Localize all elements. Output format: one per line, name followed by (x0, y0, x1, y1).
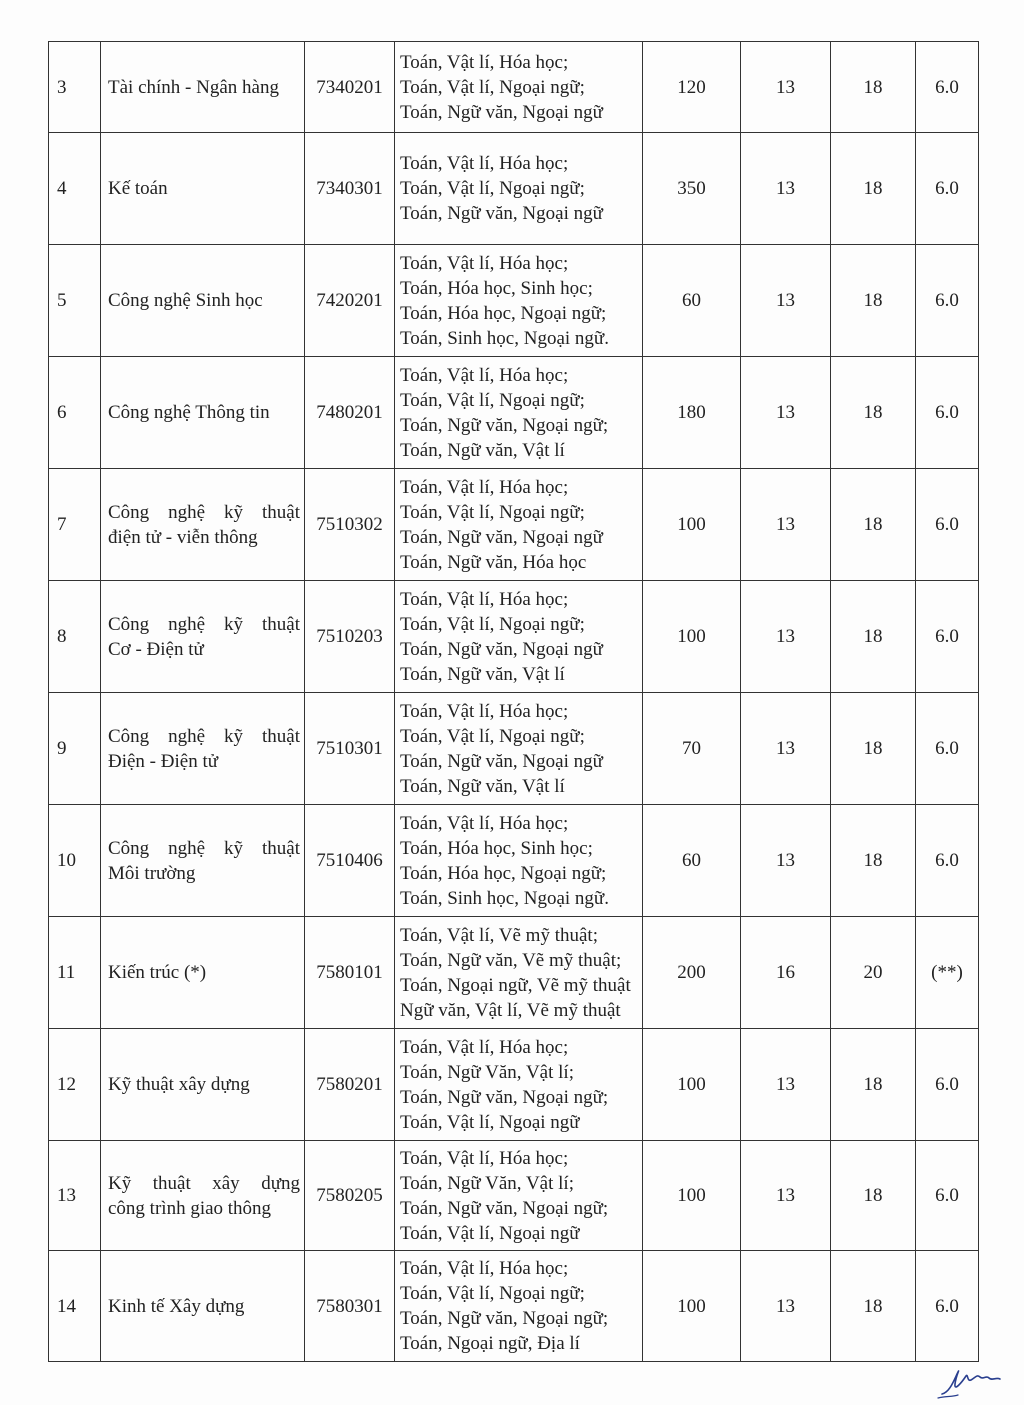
quota-cell: 350 (643, 133, 741, 245)
subject-combination: Toán, Ngữ văn, Ngoại ngữ (400, 203, 603, 224)
score-a-cell: 13 (741, 357, 831, 469)
quota-cell: 200 (643, 917, 741, 1029)
subject-combination: Toán, Ngoại ngữ, Địa lí (400, 1333, 580, 1354)
subject-combination: Toán, Vật lí, Hóa học; (400, 1147, 569, 1169)
subject-combinations-cell (395, 917, 643, 1029)
program-name-line: Công nghệ kỹ thuật (108, 725, 300, 747)
table-row (49, 581, 979, 693)
subject-combination: Toán, Vật lí, Ngoại ngữ (400, 1111, 580, 1133)
quota-cell: 70 (643, 693, 741, 805)
score-a-cell: 13 (741, 245, 831, 357)
program-name-line: Điện - Điện tử (108, 750, 219, 772)
score-c-cell: 6.0 (916, 1029, 979, 1141)
row-number-cell: 10 (49, 805, 101, 917)
row-number-cell: 13 (49, 1141, 101, 1251)
score-a-cell: 13 (741, 1029, 831, 1141)
program-name-line: Kỹ thuật xây dựng (108, 1074, 250, 1095)
subject-combinations-cell (395, 357, 643, 469)
subject-combination: Toán, Ngoại ngữ, Vẽ mỹ thuật (400, 974, 631, 996)
row-number-cell: 11 (49, 917, 101, 1029)
subject-combination: Toán, Vật lí, Hóa học; (400, 153, 569, 174)
subject-combination: Toán, Ngữ Văn, Vật lí; (400, 1172, 574, 1194)
subject-combination: Ngữ văn, Vật lí, Vẽ mỹ thuật (400, 999, 621, 1021)
subject-combination: Toán, Ngữ văn, Vật lí (400, 663, 565, 685)
subject-combination: Toán, Ngữ văn, Ngoại ngữ (400, 101, 603, 123)
quota-cell: 100 (643, 581, 741, 693)
quota-cell: 60 (643, 805, 741, 917)
program-name-line: Công nghệ Sinh học (108, 290, 263, 311)
program-name-line: Kiến trúc (*) (108, 962, 207, 983)
table-row (49, 917, 979, 1029)
row-number-cell: 12 (49, 1029, 101, 1141)
subject-combination: Toán, Ngữ văn, Ngoại ngữ; (400, 1086, 609, 1108)
score-c-cell: 6.0 (916, 245, 979, 357)
program-name-cell (101, 805, 305, 917)
subject-combinations-cell (395, 1029, 643, 1141)
score-c-cell: 6.0 (916, 1251, 979, 1362)
program-name-cell (101, 693, 305, 805)
program-name-line: Kinh tế Xây dựng (108, 1295, 245, 1317)
subject-combination: Toán, Ngữ văn, Ngoại ngữ (400, 638, 603, 660)
score-c-cell: 6.0 (916, 357, 979, 469)
program-code-cell: 7580101 (305, 917, 395, 1029)
subject-combination: Toán, Ngữ văn, Ngoại ngữ; (400, 414, 609, 436)
subject-combination: Toán, Vật lí, Ngoại ngữ; (400, 501, 585, 523)
subject-combinations-cell (395, 245, 643, 357)
program-name-line: công trình giao thông (108, 1197, 272, 1219)
subject-combination: Toán, Vật lí, Vẽ mỹ thuật; (400, 924, 598, 946)
program-name-cell (101, 245, 305, 357)
signature-mark (936, 1362, 1006, 1402)
table-row (49, 1251, 979, 1362)
row-number-cell: 7 (49, 469, 101, 581)
score-b-cell: 18 (831, 693, 916, 805)
table-row (49, 469, 979, 581)
program-name-cell (101, 1029, 305, 1141)
table-row (49, 357, 979, 469)
subject-combination: Toán, Vật lí, Hóa học; (400, 812, 569, 834)
score-c-cell: (**) (916, 917, 979, 1029)
score-b-cell: 18 (831, 42, 916, 133)
program-name-line: Công nghệ kỹ thuật (108, 837, 300, 859)
subject-combinations-cell (395, 469, 643, 581)
table-row (49, 42, 979, 133)
quota-cell: 120 (643, 42, 741, 133)
subject-combination: Toán, Ngữ văn, Ngoại ngữ (400, 526, 603, 548)
score-a-cell: 13 (741, 1141, 831, 1251)
subject-combinations-cell (395, 1251, 643, 1362)
quota-cell: 100 (643, 469, 741, 581)
subject-combination: Toán, Hóa học, Ngoại ngữ; (400, 302, 607, 324)
program-name-cell (101, 357, 305, 469)
subject-combination: Toán, Ngữ văn, Ngoại ngữ (400, 750, 603, 772)
program-name-line: Công nghệ kỹ thuật (108, 613, 300, 635)
row-number-cell: 9 (49, 693, 101, 805)
subject-combinations-cell (395, 805, 643, 917)
subject-combination: Toán, Ngữ Văn, Vật lí; (400, 1061, 574, 1083)
subject-combination: Toán, Sinh học, Ngoại ngữ. (400, 327, 609, 349)
subject-combination: Toán, Ngữ văn, Vật lí (400, 439, 565, 461)
table-row (49, 805, 979, 917)
program-code-cell: 7340301 (305, 133, 395, 245)
score-a-cell: 13 (741, 1251, 831, 1362)
table-row (49, 693, 979, 805)
score-b-cell: 20 (831, 917, 916, 1029)
subject-combination: Toán, Ngữ văn, Ngoại ngữ; (400, 1308, 609, 1329)
subject-combination: Toán, Vật lí, Ngoại ngữ; (400, 178, 585, 199)
program-name-cell (101, 581, 305, 693)
subject-combination: Toán, Vật lí, Hóa học; (400, 1036, 569, 1058)
score-a-cell: 13 (741, 42, 831, 133)
program-code-cell: 7510406 (305, 805, 395, 917)
score-c-cell: 6.0 (916, 581, 979, 693)
program-name-line: Công nghệ kỹ thuật (108, 501, 300, 523)
score-b-cell: 18 (831, 245, 916, 357)
score-a-cell: 13 (741, 693, 831, 805)
subject-combination: Toán, Vật lí, Ngoại ngữ; (400, 1283, 585, 1304)
subject-combination: Toán, Vật lí, Hóa học; (400, 51, 569, 73)
program-code-cell: 7420201 (305, 245, 395, 357)
subject-combination: Toán, Vật lí, Ngoại ngữ; (400, 389, 585, 411)
subject-combination: Toán, Ngữ văn, Vật lí (400, 775, 565, 797)
subject-combinations-cell (395, 42, 643, 133)
program-name-line: Kỹ thuật xây dựng (108, 1172, 300, 1194)
program-name-line: điện tử - viễn thông (108, 526, 258, 548)
program-name-cell (101, 42, 305, 133)
subject-combinations-cell (395, 1141, 643, 1251)
table-row (49, 1029, 979, 1141)
program-code-cell: 7580301 (305, 1251, 395, 1362)
row-number-cell: 3 (49, 42, 101, 133)
subject-combination: Toán, Vật lí, Hóa học; (400, 1258, 569, 1279)
program-code-cell: 7510302 (305, 469, 395, 581)
subject-combination: Toán, Vật lí, Hóa học; (400, 700, 569, 722)
subject-combination: Toán, Hóa học, Sinh học; (400, 837, 593, 859)
subject-combination: Toán, Vật lí, Hóa học; (400, 476, 569, 498)
score-b-cell: 18 (831, 1029, 916, 1141)
program-name-cell (101, 133, 305, 245)
program-name-cell (101, 917, 305, 1029)
program-code-cell: 7580205 (305, 1141, 395, 1251)
subject-combination: Toán, Vật lí, Hóa học; (400, 252, 569, 274)
row-number-cell: 5 (49, 245, 101, 357)
subject-combinations-cell (395, 133, 643, 245)
program-name-cell (101, 1141, 305, 1251)
score-a-cell: 16 (741, 917, 831, 1029)
score-c-cell: 6.0 (916, 469, 979, 581)
row-number-cell: 4 (49, 133, 101, 245)
score-c-cell: 6.0 (916, 133, 979, 245)
admissions-table (48, 41, 979, 1362)
table-body (49, 42, 979, 1362)
score-c-cell: 6.0 (916, 42, 979, 133)
score-b-cell: 18 (831, 581, 916, 693)
subject-combinations-cell (395, 693, 643, 805)
score-a-cell: 13 (741, 805, 831, 917)
program-name-cell (101, 1251, 305, 1362)
program-code-cell: 7510301 (305, 693, 395, 805)
subject-combination: Toán, Vật lí, Ngoại ngữ; (400, 725, 585, 747)
subject-combination: Toán, Hóa học, Ngoại ngữ; (400, 862, 607, 884)
quota-cell: 60 (643, 245, 741, 357)
table-row (49, 245, 979, 357)
program-code-cell: 7340201 (305, 42, 395, 133)
program-code-cell: 7480201 (305, 357, 395, 469)
program-name-line: Công nghệ Thông tin (108, 402, 270, 423)
subject-combination: Toán, Sinh học, Ngoại ngữ. (400, 887, 609, 909)
program-name-line: Môi trường (108, 862, 196, 884)
table-row (49, 1141, 979, 1251)
score-a-cell: 13 (741, 469, 831, 581)
subject-combination: Toán, Hóa học, Sinh học; (400, 277, 593, 299)
quota-cell: 100 (643, 1029, 741, 1141)
score-b-cell: 18 (831, 805, 916, 917)
program-name-line: Tài chính - Ngân hàng (108, 76, 279, 98)
score-c-cell: 6.0 (916, 1141, 979, 1251)
subject-combinations-cell (395, 581, 643, 693)
score-b-cell: 18 (831, 469, 916, 581)
subject-combination: Toán, Vật lí, Ngoại ngữ (400, 1222, 580, 1244)
quota-cell: 100 (643, 1141, 741, 1251)
score-b-cell: 18 (831, 1141, 916, 1251)
quota-cell: 180 (643, 357, 741, 469)
program-name-cell (101, 469, 305, 581)
quota-cell: 100 (643, 1251, 741, 1362)
subject-combination: Toán, Vật lí, Hóa học; (400, 364, 569, 386)
row-number-cell: 8 (49, 581, 101, 693)
score-a-cell: 13 (741, 581, 831, 693)
subject-combination: Toán, Ngữ văn, Hóa học (400, 551, 587, 573)
score-b-cell: 18 (831, 1251, 916, 1362)
program-code-cell: 7510203 (305, 581, 395, 693)
program-code-cell: 7580201 (305, 1029, 395, 1141)
subject-combination: Toán, Vật lí, Ngoại ngữ; (400, 76, 585, 98)
subject-combination: Toán, Ngữ văn, Vẽ mỹ thuật; (400, 949, 622, 971)
score-a-cell: 13 (741, 133, 831, 245)
subject-combination: Toán, Vật lí, Hóa học; (400, 588, 569, 610)
program-name-line: Kế toán (108, 178, 168, 199)
row-number-cell: 6 (49, 357, 101, 469)
subject-combination: Toán, Vật lí, Ngoại ngữ; (400, 613, 585, 635)
row-number-cell: 14 (49, 1251, 101, 1362)
score-c-cell: 6.0 (916, 693, 979, 805)
table-row (49, 133, 979, 245)
program-name-line: Cơ - Điện tử (108, 638, 204, 660)
score-b-cell: 18 (831, 357, 916, 469)
score-b-cell: 18 (831, 133, 916, 245)
subject-combination: Toán, Ngữ văn, Ngoại ngữ; (400, 1197, 609, 1219)
score-c-cell: 6.0 (916, 805, 979, 917)
